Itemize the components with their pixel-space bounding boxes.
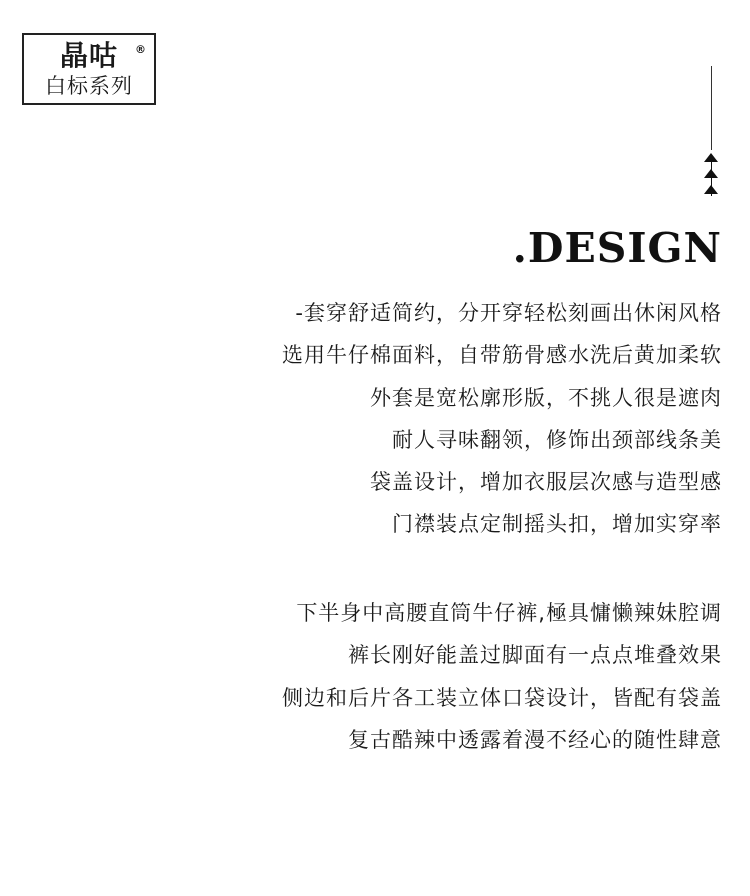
logo-subtitle: 白标系列 xyxy=(45,74,133,98)
text-line: 下半身中高腰直筒牛仔裤,極具慵懒辣妹腔调 xyxy=(296,601,722,625)
text-line: 复古酷辣中透露着漫不经心的随性肆意 xyxy=(348,727,722,752)
text-line: -套穿舒适简约，分开穿轻松刻画出休闲风格 xyxy=(295,301,722,325)
text-line: 袋盖设计，增加衣服层次感与造型感 xyxy=(370,470,722,495)
text-line: 裤长刚好能盖过脚面有一点点堆叠效果 xyxy=(348,643,722,668)
vertical-divider-line xyxy=(711,66,712,150)
description-paragraph-1 xyxy=(282,292,722,546)
text-line: 门襟装点定制摇头扣，增加实穿率 xyxy=(392,512,722,537)
logo-title: 晶咕 xyxy=(59,39,118,72)
up-arrow-icon xyxy=(704,169,718,178)
text-line: 外套是宽松廓形版，不挑人很是遮肉 xyxy=(370,385,722,410)
brand-logo xyxy=(22,33,156,105)
text-line: 耐人寻味翻领，修饰出颈部线条美 xyxy=(392,427,722,452)
up-arrow-icon xyxy=(704,153,718,162)
up-arrow-icon xyxy=(704,185,718,194)
description-paragraph-2 xyxy=(282,592,722,761)
design-heading: .DESIGN xyxy=(512,224,722,272)
logo-top xyxy=(24,37,154,75)
text-line: 选用牛仔棉面料，自带筋骨感水洗后黄加柔软 xyxy=(282,343,722,368)
registered-mark: ® xyxy=(135,43,146,56)
text-line: 侧边和后片各工装立体口袋设计，皆配有袋盖 xyxy=(282,685,722,710)
